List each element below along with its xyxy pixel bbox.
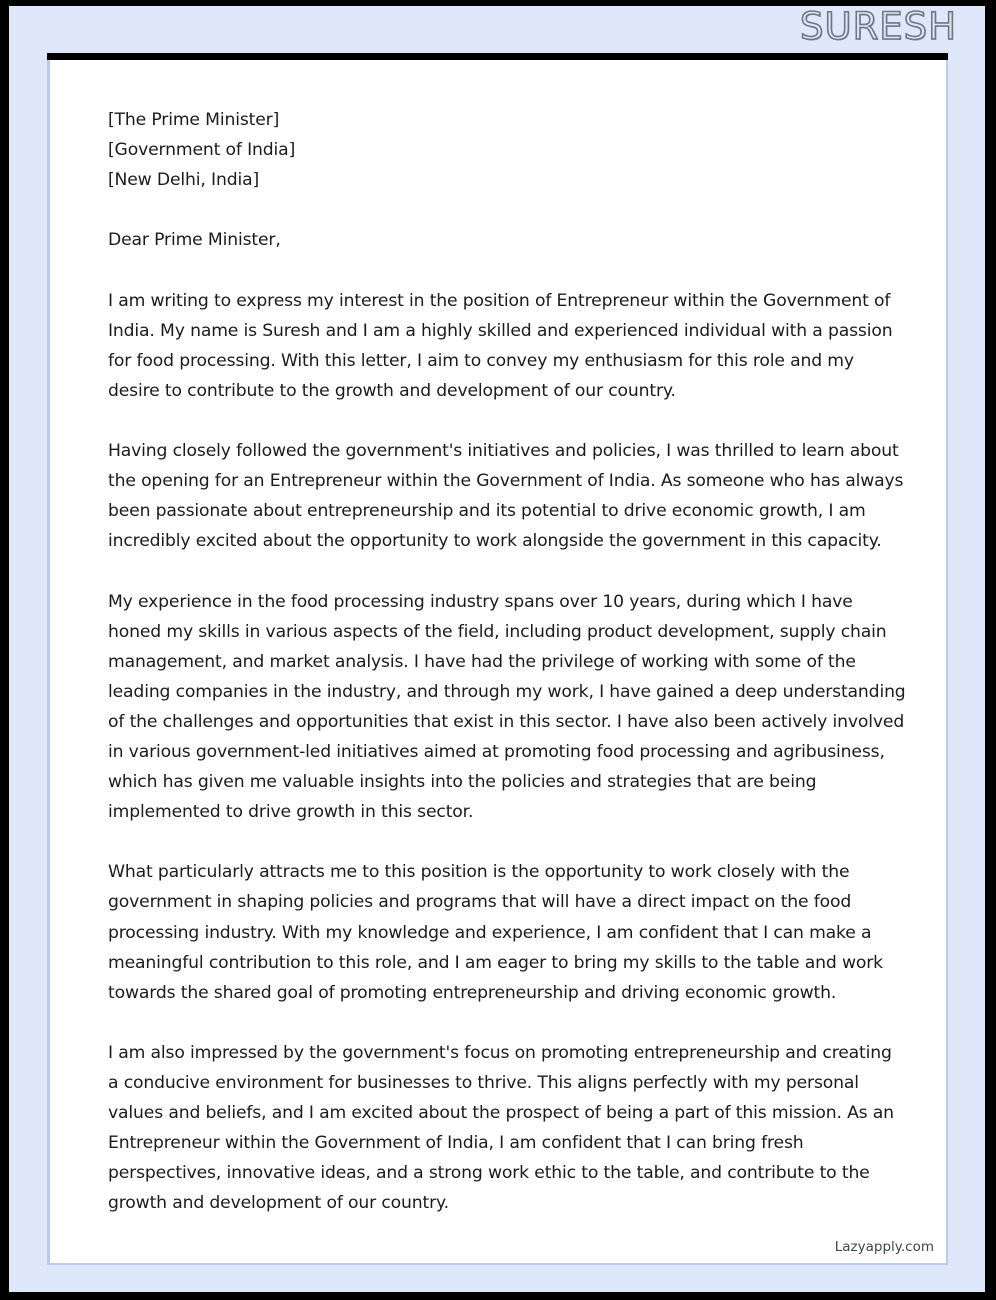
cover-letter-page [47,60,948,1265]
recipient-line-2: [Government of India] [108,140,296,161]
letter-paragraph-1: I am writing to express my interest in the position of Entrepreneur within the Government of India. My name is Suresh and I am a highly skilled and experienced individual with a passion for food processing. With this letter, I aim to convey my enthusiasm for this role and my desire to contribute to the growth and development of our country. [108,290,893,401]
salutation: Dear Prime Minister, [108,230,281,251]
spacer [108,827,906,857]
letter-paragraph-2: Having closely followed the government's initiatives and policies, I was thrilled to learn about the opening for an Entrepreneur within the Government of India. As someone who has always been passionate about entrepreneurship and its potential to drive economic growth, I am incredibly excited about the opportunity to work alongside the government in this capacity. [108,441,904,552]
page-top-bar [47,53,948,60]
spacer [108,1008,906,1038]
letter-body [108,105,906,1218]
recipient-line-1: [The Prime Minister] [108,110,280,130]
letter-paragraph-5: I am also impressed by the government's focus on promoting entrepreneurship and creating a conducive environment for businesses to thrive. This aligns perfectly with my personal values and beliefs, and I am excited about the prospect of being a part of this mission. As an Entrepreneur within the Government of India, I am confident that I can bring fresh perspectives, innovative ideas, and a strong work ethic to the table, and contribute to the growth and development of our country. [108,1042,894,1214]
cover-letter-page-wrapper [47,53,948,1265]
brand-name-heading: SURESH [800,5,957,48]
recipient-line-3: [New Delhi, India] [108,170,260,191]
spacer [108,406,906,436]
lazyapply-watermark: Lazyapply.com [834,1239,934,1255]
letter-paragraph-3: My experience in the food processing industry spans over 10 years, during which I have honed my skills in various aspects of the field, including product development, supply chain management, and market analysis. I have had the privilege of working with some of the leading companies in the industry, and through my work, I have gained a deep understanding of the challenges and opportunities that exist in this sector. I have also been actively involved in various government-led initiatives aimed at promoting food processing and agribusiness, which has given me valuable insights into the policies and strategies that are being implemented to drive growth in this sector. [108,591,906,823]
header-band [9,6,985,53]
spacer [108,556,906,586]
spacer [108,195,906,225]
spacer [108,255,906,285]
letter-paragraph-4: What particularly attracts me to this position is the opportunity to work closely with the government in shaping policies and programs that will have a direct impact on the food processing industry. With my knowledge and experience, I am confident that I can make a meaningful contribution to this role, and I am eager to bring my skills to the table and work towards the shared goal of promoting entrepreneurship and driving economic growth. [108,862,883,1003]
